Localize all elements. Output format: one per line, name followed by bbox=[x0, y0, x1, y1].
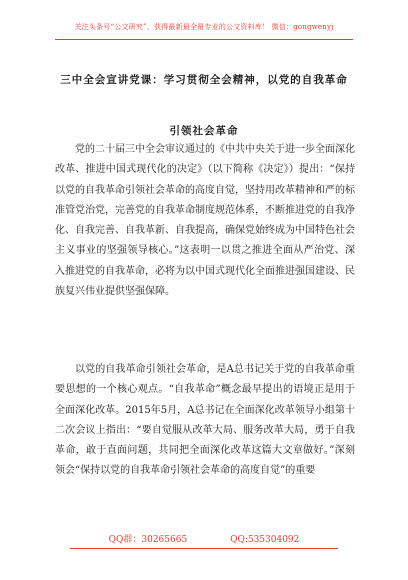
paragraph-text: 党的二十届三中全会审议通过的《中共中央关于进一步全面深化改革、推进中国式现代化的决定》（以下简称《决定》）提出：“保持以党的自我革命引领社会革命的高度自觉，坚持用改革精神和严的标准管党治党，完善党的自我革命制度规范体系，不断推进党的自我净化、自我完善、自我革新、自我提高，确保党始终成为中国特色社会主义事业的坚强领导核心。”这表明一以贯之推进全面从严治党、深入推进党的自我革命，必将为以中国式现代化全面推进强国建设、民族复兴伟业提供坚强保障。 bbox=[55, 144, 355, 298]
footer-qq-group: QQ群：30265665 bbox=[108, 535, 188, 545]
body-paragraph-2 bbox=[55, 360, 355, 482]
paragraph-text: 以党的自我革命引领社会革命，是A总书记关于党的自我革命重要思想的一个核心观点。“自我革命”概念最早提出的语境正是用于全面深化改革。2015年5月，A总书记在全面深化改革领导小组第十二次会议上指出：“要自觉服从改革大局、服务改革大局，勇于自我革命，敢于直面问题，共同把全面深化改革这篇大文章做好。”深刻领会“保持以党的自我革命引领社会革命的高度自觉”的重要 bbox=[55, 364, 355, 477]
footer-qq-number: QQ:535304092 bbox=[230, 535, 300, 545]
header-divider bbox=[55, 39, 353, 40]
document-title: 三中全会宣讲党课：学习贯彻全会精神，以党的自我革命 bbox=[60, 74, 348, 86]
document-title-continued: 引领社会革命 bbox=[169, 125, 239, 137]
body-paragraph-1 bbox=[55, 140, 355, 302]
footer-divider bbox=[70, 548, 338, 549]
footer-contact bbox=[0, 532, 408, 545]
header-banner: 关注头条号“公文研究”，获得最新最全最专业的公文资料库！ 微信：gongwenyj bbox=[74, 23, 334, 31]
